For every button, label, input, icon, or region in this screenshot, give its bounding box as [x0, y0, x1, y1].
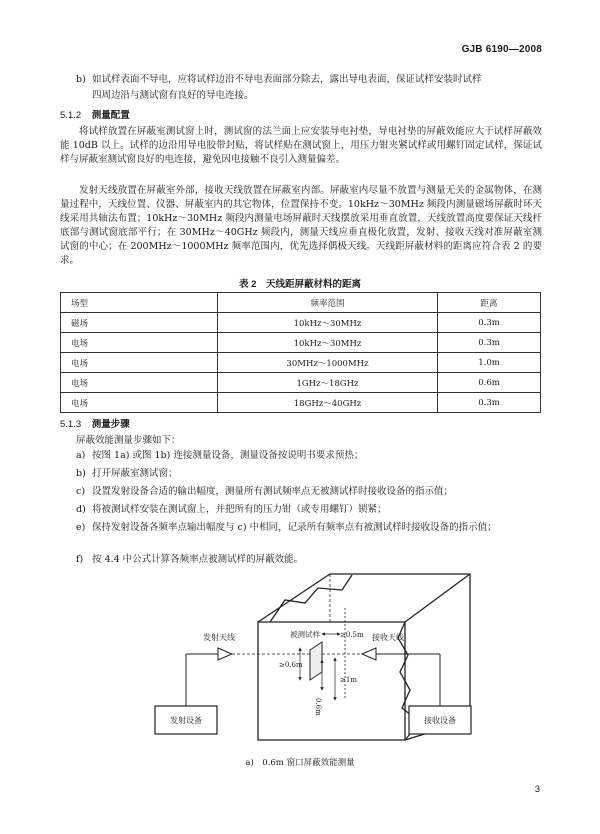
section-number: 5.1.3 — [60, 419, 82, 430]
label-dim-mid: 0.6m — [314, 698, 322, 716]
standard-code: GJB 6190—2008 — [461, 44, 542, 55]
header-distance: 距离 — [438, 293, 541, 313]
list-item — [76, 467, 542, 481]
cell-distance: 0.3m — [438, 393, 541, 413]
antenna-distance-table — [60, 292, 541, 413]
label-sample: 被测试样 — [290, 630, 320, 639]
shielding-test-diagram — [0, 560, 600, 760]
table-row — [61, 393, 541, 413]
cell-distance: 1.0m — [438, 353, 541, 373]
figure-caption: a) 0.6m 窗口屏蔽效能测量 — [245, 758, 355, 768]
cell-field-type: 电场 — [61, 373, 218, 393]
label-rx-antenna: 接收天线 — [372, 633, 404, 642]
step-label: d) — [76, 504, 86, 515]
section-title: 测量步骤 — [91, 419, 130, 430]
item-b-line1: 如试样表面不导电，应将试样边沿不导电表面部分除去，露出导电表面，保证试样安装时试样 — [92, 74, 482, 85]
step-label: f) — [76, 554, 84, 565]
step-label: b) — [76, 468, 86, 479]
cell-frequency-range: 30MHz～1000MHz — [218, 353, 438, 373]
table-caption: 表 2 天线距屏蔽材料的距离 — [239, 279, 361, 290]
label-dim-right: ≥1m — [340, 676, 357, 684]
cell-field-type: 电场 — [61, 393, 218, 413]
steps-intro: 屏蔽效能测量步骤如下： — [76, 435, 181, 446]
cell-frequency-range: 1GHz～18GHz — [218, 373, 438, 393]
section-number: 5.1.2 — [60, 110, 82, 121]
paragraph-text: 将试样放置在屏蔽室测试窗上时，测试窗的法兰面上应安装导电衬垫，导电衬垫的屏蔽效能应大于试样屏蔽效能 10dB 以上。试样的边沿用导电胶带封贴，将试样贴在测试窗上，用压力钳夹紧试样或用螺钉固定试样，保证试样与屏蔽室测试窗良好的电连接，避免因电接触不良引入测量偏差。 — [60, 126, 542, 165]
cell-frequency-range: 18GHz～40GHz — [218, 393, 438, 413]
step-label: c) — [76, 486, 86, 497]
cell-frequency-range: 10kHz～30MHz — [218, 313, 438, 333]
cell-field-type: 磁场 — [61, 313, 218, 333]
table-row — [61, 373, 541, 393]
table-row — [61, 333, 541, 353]
section-5-1-2-heading — [60, 109, 130, 122]
list-item — [76, 503, 542, 517]
section-5-1-3-heading — [60, 418, 130, 431]
cell-distance: 0.3m — [438, 333, 541, 353]
header-field-type: 场型 — [61, 293, 218, 313]
label-dim-left: ≥0.6m — [279, 661, 303, 669]
label-dim-top: ≥0.5m — [340, 631, 364, 639]
cell-distance: 0.6m — [438, 373, 541, 393]
cell-field-type: 电场 — [61, 333, 218, 353]
step-text: 设置发射设备合适的输出幅度，测量所有测试频率点无被测试样时接收设备的指示值； — [92, 486, 454, 497]
paragraph-measure-config-2 — [60, 184, 542, 268]
cell-frequency-range: 10kHz～30MHz — [218, 333, 438, 353]
step-label: e) — [76, 522, 86, 533]
cutaway-edge — [270, 575, 352, 622]
page-number: 3 — [534, 784, 540, 795]
paragraph-text: 发射天线放置在屏蔽室外部，接收天线放置在屏蔽室内部。屏蔽室内尽量不放置与测量无关的金属物体，在测量过程中，天线位置、仪器、屏蔽室内的其它物体，位置保持不变。10kHz～30MHz 频段内测量磁场屏蔽时环天线采用共轴法布置；10kHz～30MHz 频段内测量电场屏蔽时天线摆放采用垂直放置，天线放置高度要保证天线杆底部与测试窗底部平行；在 30MHz～40GHz 频段内，测量天线应垂直极化放置，发射、接收天线对准屏蔽室测试窗的中心；在 200MHz～1000MHz 频率范围内，优先选择偶极天线。天线距屏蔽材料的距离应符合表 2 的要求。 — [60, 185, 542, 266]
label-tx-antenna: 发射天线 — [203, 633, 235, 642]
list-item — [76, 449, 542, 463]
step-text: 按图 1a) 或图 1b) 连接测量设备，测量设备按说明书要求预热； — [92, 450, 364, 461]
table-header-row — [61, 293, 541, 313]
step-text: 将被测试样安装在测试窗上，并把所有的压力钳（或专用螺钉）锁紧； — [92, 504, 387, 515]
section-title: 测量配置 — [91, 110, 130, 121]
header-frequency-range: 频率范围 — [218, 293, 438, 313]
list-item — [76, 485, 542, 499]
step-text: 保持发射设备各频率点输出幅度与 c) 中相同，记录所有频率点有被测试样时接收设备的指示值； — [92, 522, 497, 533]
paragraph-measure-config-1 — [60, 125, 542, 167]
label-rx-device: 接收设备 — [424, 716, 456, 725]
cell-distance: 0.3m — [438, 313, 541, 333]
cell-field-type: 电场 — [61, 353, 218, 373]
table-row — [61, 313, 541, 333]
step-text: 按 4.4 中公式计算各频率点被测试样的屏蔽效能。 — [92, 554, 304, 565]
table-row — [61, 353, 541, 373]
item-b-label: b) — [76, 74, 86, 85]
list-item — [76, 521, 542, 549]
item-b-line2: 四周边沿与测试窗有良好的导电连接。 — [92, 90, 254, 101]
step-text: 打开屏蔽室测试窗； — [92, 468, 178, 479]
label-tx-device: 发射设备 — [170, 716, 202, 725]
step-label: a) — [76, 450, 86, 461]
